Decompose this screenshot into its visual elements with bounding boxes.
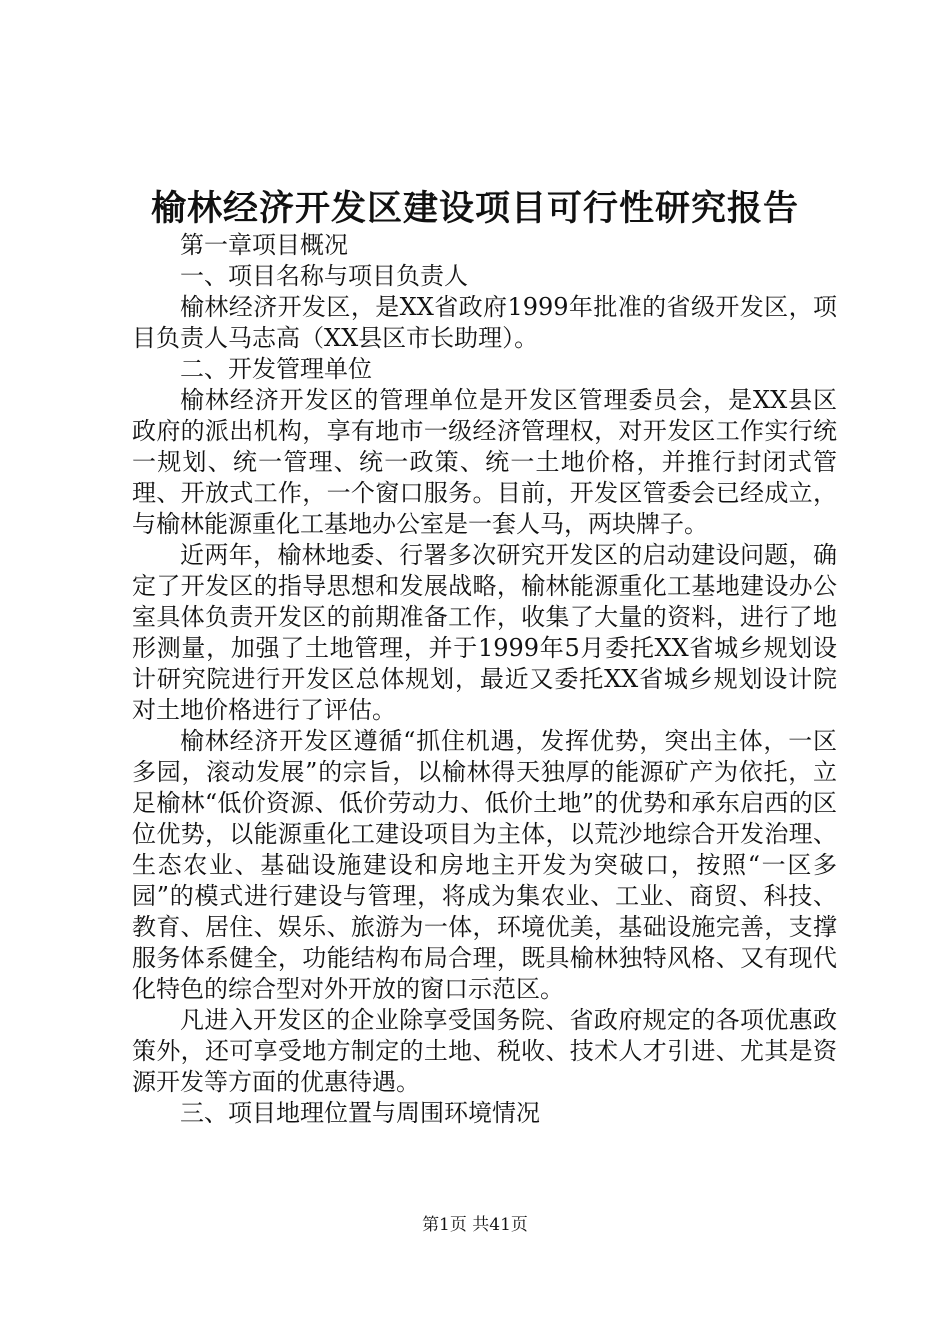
body-paragraph: 榆林经济开发区的管理单位是开发区管理委员会，是XX县区政府的派出机构，享有地市一级经济管理权，对开发区工作实行统一规划、统一管理、统一政策、统一土地价格，并推行封闭式管理、开放式工作，一个窗口服务。目前，开发区管委会已经成立，与榆林能源重化工基地办公室是一套人马，两块牌子。 bbox=[132, 386, 837, 538]
body-paragraph: 榆林经济开发区，是XX省政府1999年批准的省级开发区，项目负责人马志高（XX县区市长助理）。 bbox=[132, 293, 837, 352]
chapter-heading: 第一章项目概况 bbox=[180, 231, 348, 259]
document-body bbox=[132, 230, 837, 1129]
document-title: 榆林经济开发区建设项目可行性研究报告 bbox=[150, 188, 799, 229]
section-heading: 一、项目名称与项目负责人 bbox=[180, 262, 468, 290]
body-paragraph: 凡进入开发区的企业除享受国务院、省政府规定的各项优惠政策外，还可享受地方制定的土地、税收、技术人才引进、尤其是资源开发等方面的优惠待遇。 bbox=[132, 1006, 837, 1096]
body-paragraph: 榆林经济开发区遵循“抓住机遇，发挥优势，突出主体，一区多园，滚动发展”的宗旨，以榆林得天独厚的能源矿产为依托，立足榆林“低价资源、低价劳动力、低价土地”的优势和承东启西的区位优势，以能源重化工建设项目为主体，以荒沙地综合开发治理、生态农业、基础设施建设和房地主开发为突破口，按照“一区多园”的模式进行建设与管理，将成为集农业、工业、商贸、科技、教育、居住、娱乐、旅游为一体，环境优美，基础设施完善，支撑服务体系健全，功能结构布局合理，既具榆林独特风格、又有现代化特色的综合型对外开放的窗口示范区。 bbox=[132, 727, 837, 1003]
body-paragraph: 近两年，榆林地委、行署多次研究开发区的启动建设问题，确定了开发区的指导思想和发展战略，榆林能源重化工基地建设办公室具体负责开发区的前期准备工作，收集了大量的资料，进行了地形测量，加强了土地管理，并于1999年5月委托XX省城乡规划设计研究院进行开发区总体规划，最近又委托XX省城乡规划设计院对土地价格进行了评估。 bbox=[132, 541, 837, 724]
page-number: 第1页 共41页 bbox=[422, 1215, 528, 1235]
section-heading: 二、开发管理单位 bbox=[180, 355, 372, 383]
section-heading: 三、项目地理位置与周围环境情况 bbox=[180, 1099, 540, 1127]
